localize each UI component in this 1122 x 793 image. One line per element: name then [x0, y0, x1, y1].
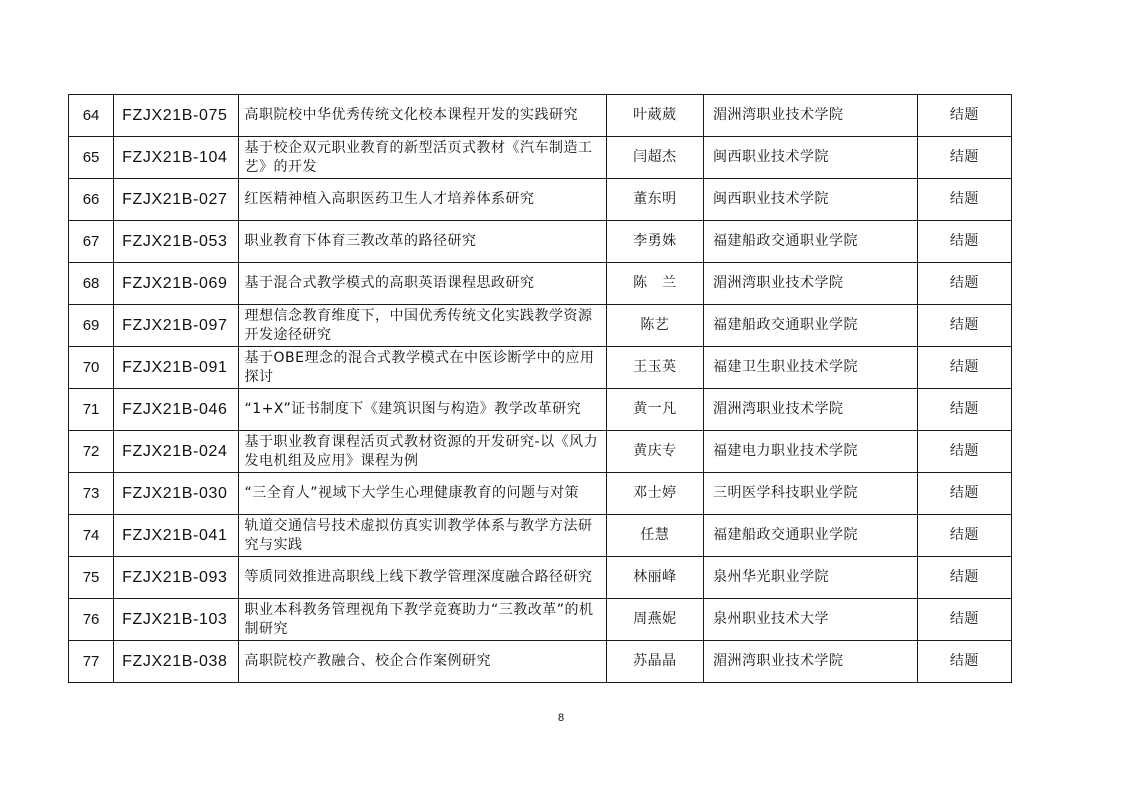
project-status: 结题 [917, 389, 1011, 431]
row-index: 77 [69, 641, 114, 683]
project-leader: 周燕妮 [606, 599, 703, 641]
project-status: 结题 [917, 473, 1011, 515]
institution: 湄洲湾职业技术学院 [703, 641, 917, 683]
row-index: 75 [69, 557, 114, 599]
institution: 闽西职业技术学院 [703, 137, 917, 179]
table-row [69, 431, 1012, 473]
project-title: 基于校企双元职业教育的新型活页式教材《汽车制造工艺》的开发 [238, 137, 606, 179]
project-leader: 陈 兰 [606, 263, 703, 305]
project-code: FZJX21B-030 [114, 473, 238, 515]
row-index: 74 [69, 515, 114, 557]
project-leader: 叶葳葳 [606, 95, 703, 137]
row-index: 69 [69, 305, 114, 347]
project-code: FZJX21B-093 [114, 557, 238, 599]
row-index: 68 [69, 263, 114, 305]
project-table [68, 94, 1012, 683]
table-row [69, 137, 1012, 179]
row-index: 70 [69, 347, 114, 389]
institution: 湄洲湾职业技术学院 [703, 263, 917, 305]
project-title: “1+X”证书制度下《建筑识图与构造》教学改革研究 [238, 389, 606, 431]
project-status: 结题 [917, 95, 1011, 137]
project-title: 高职院校中华优秀传统文化校本课程开发的实践研究 [238, 95, 606, 137]
project-title: 红医精神植入高职医药卫生人才培养体系研究 [238, 179, 606, 221]
table-row [69, 95, 1012, 137]
table-row [69, 179, 1012, 221]
project-status: 结题 [917, 431, 1011, 473]
row-index: 73 [69, 473, 114, 515]
project-status: 结题 [917, 641, 1011, 683]
project-status: 结题 [917, 137, 1011, 179]
table-row [69, 263, 1012, 305]
project-leader: 黄庆专 [606, 431, 703, 473]
project-title: 基于职业教育课程活页式教材资源的开发研究-以《风力发电机组及应用》课程为例 [238, 431, 606, 473]
row-index: 71 [69, 389, 114, 431]
table-row [69, 347, 1012, 389]
row-index: 76 [69, 599, 114, 641]
project-code: FZJX21B-046 [114, 389, 238, 431]
table-row [69, 305, 1012, 347]
row-index: 67 [69, 221, 114, 263]
project-title: 理想信念教育维度下，中国优秀传统文化实践教学资源开发途径研究 [238, 305, 606, 347]
project-code: FZJX21B-038 [114, 641, 238, 683]
project-status: 结题 [917, 305, 1011, 347]
project-status: 结题 [917, 557, 1011, 599]
project-title: 基于OBE理念的混合式教学模式在中医诊断学中的应用探讨 [238, 347, 606, 389]
row-index: 65 [69, 137, 114, 179]
page-number: 8 [557, 712, 565, 724]
table-row [69, 641, 1012, 683]
table-row [69, 473, 1012, 515]
project-code: FZJX21B-041 [114, 515, 238, 557]
project-title: 职业教育下体育三教改革的路径研究 [238, 221, 606, 263]
project-code: FZJX21B-103 [114, 599, 238, 641]
project-leader: 林丽峰 [606, 557, 703, 599]
project-status: 结题 [917, 347, 1011, 389]
project-title: “三全育人”视域下大学生心理健康教育的问题与对策 [238, 473, 606, 515]
institution: 福建卫生职业技术学院 [703, 347, 917, 389]
row-index: 72 [69, 431, 114, 473]
project-code: FZJX21B-075 [114, 95, 238, 137]
table-row [69, 599, 1012, 641]
project-leader: 李勇姝 [606, 221, 703, 263]
row-index: 64 [69, 95, 114, 137]
institution: 三明医学科技职业学院 [703, 473, 917, 515]
project-leader: 陈艺 [606, 305, 703, 347]
table-row [69, 515, 1012, 557]
project-code: FZJX21B-053 [114, 221, 238, 263]
project-title: 等质同效推进高职线上线下教学管理深度融合路径研究 [238, 557, 606, 599]
project-code: FZJX21B-024 [114, 431, 238, 473]
institution: 闽西职业技术学院 [703, 179, 917, 221]
project-leader: 任慧 [606, 515, 703, 557]
project-leader: 苏晶晶 [606, 641, 703, 683]
institution: 福建船政交通职业学院 [703, 515, 917, 557]
project-leader: 董东明 [606, 179, 703, 221]
project-leader: 黄一凡 [606, 389, 703, 431]
institution: 福建电力职业技术学院 [703, 431, 917, 473]
project-code: FZJX21B-069 [114, 263, 238, 305]
institution: 泉州华光职业学院 [703, 557, 917, 599]
institution: 湄洲湾职业技术学院 [703, 95, 917, 137]
project-status: 结题 [917, 515, 1011, 557]
project-leader: 王玉英 [606, 347, 703, 389]
project-title: 基于混合式教学模式的高职英语课程思政研究 [238, 263, 606, 305]
table-row [69, 221, 1012, 263]
table-body [69, 95, 1012, 683]
project-title: 高职院校产教融合、校企合作案例研究 [238, 641, 606, 683]
institution: 福建船政交通职业学院 [703, 305, 917, 347]
project-title: 轨道交通信号技术虚拟仿真实训教学体系与教学方法研究与实践 [238, 515, 606, 557]
table-row [69, 389, 1012, 431]
project-code: FZJX21B-097 [114, 305, 238, 347]
project-code: FZJX21B-027 [114, 179, 238, 221]
project-title: 职业本科教务管理视角下教学竞赛助力“三教改革”的机制研究 [238, 599, 606, 641]
project-code: FZJX21B-091 [114, 347, 238, 389]
project-code: FZJX21B-104 [114, 137, 238, 179]
project-status: 结题 [917, 221, 1011, 263]
project-status: 结题 [917, 599, 1011, 641]
row-index: 66 [69, 179, 114, 221]
project-status: 结题 [917, 263, 1011, 305]
project-leader: 闫超杰 [606, 137, 703, 179]
table-row [69, 557, 1012, 599]
project-status: 结题 [917, 179, 1011, 221]
project-leader: 邓士婷 [606, 473, 703, 515]
institution: 福建船政交通职业学院 [703, 221, 917, 263]
institution: 湄洲湾职业技术学院 [703, 389, 917, 431]
institution: 泉州职业技术大学 [703, 599, 917, 641]
